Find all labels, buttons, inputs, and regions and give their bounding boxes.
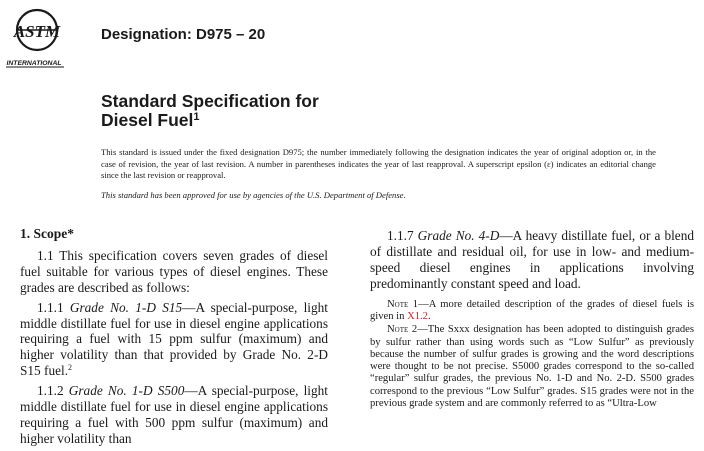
note-label: Note 2 <box>387 324 418 336</box>
logo-caption: INTERNATIONAL <box>6 60 62 67</box>
paragraph-text: —A special-purpose, light middle distillate fuel for use in diesel engine applications requiring a fuel with 15 ppm sulfur (maximum) and higher volatility than that provided by Grade No. 2-D S15 fuel. <box>20 299 328 379</box>
note-text: —The Sxxx designation has been adopted to distinguish grades by sulfur rather than using words such as “Low Sulfur” as previously because the number of sulfur grades is growing and the word descriptions were thought to be not precise. S5000 grades correspond to the so-called “regular” sulfur grades, the previous No. 1-D and No. 2-D. S500 grades correspond to the previous “Low Sulfur” grades. S15 grades were not in the previous grade system and are commonly referred to as “Ultra-Low <box>370 324 695 409</box>
document-title <box>101 92 319 130</box>
grade-name: Grade No. 1-D S15 <box>69 299 183 315</box>
paragraph-1-1-7 <box>370 228 694 292</box>
note-label: Note 1 <box>387 298 419 310</box>
note-2 <box>370 324 694 410</box>
dod-approval-note: This standard has been approved for use by agencies of the U.S. Department of Defense. <box>101 190 406 200</box>
footnote-mark: 2 <box>68 363 73 373</box>
note-text: —A more detailed description of the grades of diesel fuels is given in <box>370 298 695 322</box>
note-1 <box>370 299 694 324</box>
paragraph-number: 1.1.2 <box>37 383 64 399</box>
logo-letters: ASTM <box>13 22 61 41</box>
paragraph-text: —A heavy distillate fuel, or a blend of distillate and residual oil, for use in low- and medium-speed diesel engines in applications involving predominantly constant speed and load. <box>370 228 694 291</box>
grade-name: Grade No. 1-D S500 <box>68 383 185 399</box>
title-footnote-mark: 1 <box>193 111 200 123</box>
left-column <box>20 226 328 451</box>
designation: Designation: D975 – 20 <box>101 26 266 43</box>
paragraph-1-1-2 <box>20 383 328 447</box>
cross-reference-link[interactable]: X1.2 <box>407 310 428 322</box>
paragraph-text: —A special-purpose, light middle distillate fuel for use in diesel engine applications requiring a fuel with 500 ppm sulfur (maximum) and higher volatility than <box>20 383 328 446</box>
astm-logo <box>4 6 94 70</box>
paragraph-1-1: 1.1 This specification covers seven grades of diesel fuel suitable for various types of diesel engines. These grades are described as follows: <box>20 247 328 295</box>
right-column <box>370 228 694 411</box>
note-end: . <box>427 310 431 322</box>
section-heading-scope: 1. Scope* <box>20 226 74 241</box>
issuance-notice: This standard is issued under the fixed designation D975; the number immediately following the designation indicates the year of original adoption or, in the case of revision, the year of last revision. A number in parentheses indicates the year of last reapproval. A superscript epsilon (ε) indicates an editorial change since the last revision or reapproval. <box>101 147 656 180</box>
paragraph-number: 1.1.1 <box>37 299 64 315</box>
title-line-1: Standard Specification for <box>101 91 319 111</box>
title-text: Diesel Fuel <box>101 110 194 130</box>
paragraph-number: 1.1.7 <box>387 228 414 243</box>
paragraph-1-1-1 <box>20 300 328 380</box>
title-line-2 <box>101 111 319 130</box>
grade-name: Grade No. 4-D <box>417 228 500 243</box>
